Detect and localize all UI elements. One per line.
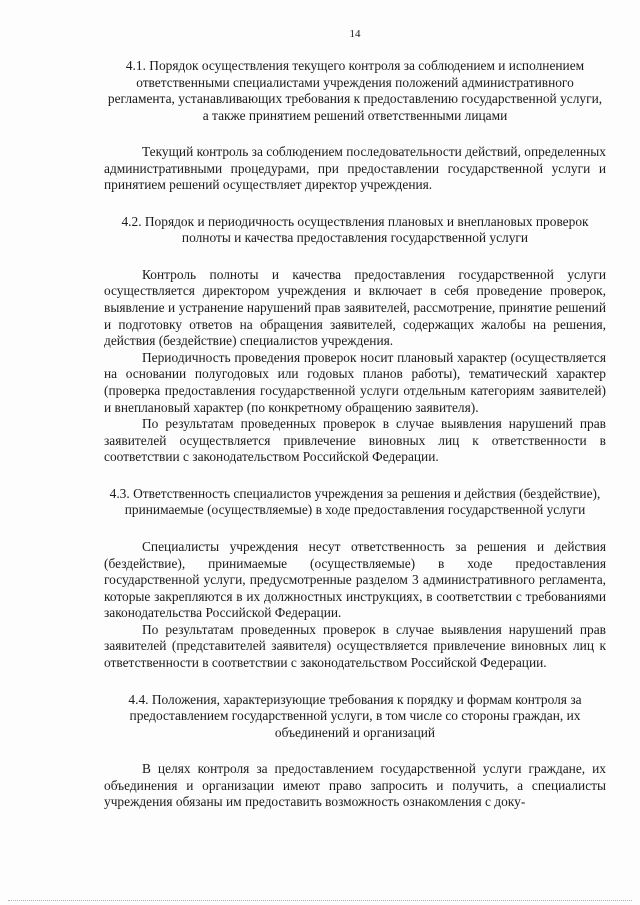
section-heading: 4.1. Порядок осуществления текущего контроля за соблюдением и исполнением ответственными специалистами учреждения положений административного регламента, устанавливающих требования к предоставлению государственной услуги, а также принятием решений ответственными лицами (107, 58, 603, 123)
section-heading: 4.4. Положения, характеризующие требования к порядку и формам контроля за предоставлением государственной услуги, в том числе со стороны граждан, их объединений и организаций (128, 691, 582, 740)
paragraph: Текущий контроль за соблюдением последовательности действий, определенных административными процедурами, при предоставлении государственной услуги и принятием решений осуществляет директор учреждения. (104, 144, 606, 193)
section-body (104, 267, 606, 466)
section-4-4 (104, 692, 606, 811)
paragraph: Специалисты учреждения несут ответственность за решения и действия (бездействие), принимаемые (осуществляемые) в ходе предоставления государственной услуги, предусмотренные разделом 3 административного регламента, которые закрепляются в их должностных инструкциях, в соответствии с требованиями законодательства Российской Федерации. (104, 538, 606, 621)
paragraph: По результатам проведенных проверок в случае выявления нарушений прав заявителей осуществляется привлечение виновных лиц к ответственности в соответствии с законодательством Российской Федерации. (104, 416, 606, 465)
page-number: 14 (349, 28, 361, 40)
section-4-1 (104, 58, 606, 194)
section-body (104, 539, 606, 672)
section-body (104, 761, 606, 811)
section-4-3 (104, 486, 606, 672)
section-heading: 4.2. Порядок и периодичность осуществления плановых и внеплановых проверок полноты и качества предоставления государственной услуги (121, 213, 589, 246)
section-heading: 4.3. Ответственность специалистов учреждения за решения и действия (бездействие), принимаемые (осуществляемые) в ходе предоставления государственной услуги (109, 485, 601, 518)
paragraph: В целях контроля за предоставлением государственной услуги граждане, их объединения и организации имеют право запросить и получить, а специалисты учреждения обязаны им предоставить возможность ознакомления с доку- (104, 761, 606, 810)
paragraph: Периодичность проведения проверок носит плановый характер (осуществляется на основании полугодовых или годовых планов работы), тематический характер (проверка предоставления государственной услуги отдельным категориям заявителей) и внеплановый характер (по конкретному обращению заявителя). (104, 349, 606, 415)
paragraph: Контроль полноты и качества предоставления государственной услуги осуществляется директором учреждения и включает в себя проведение проверок, выявление и устранение нарушений прав заявителей, рассмотрение, принятие решений и подготовку ответов на обращения заявителей, содержащих жалобы на решения, действия (бездействие) специалистов учреждения. (104, 266, 606, 349)
bottom-scan-rule (8, 900, 632, 901)
section-body (104, 144, 606, 194)
paragraph: По результатам проведенных проверок в случае выявления нарушений прав заявителей (представителей заявителя) осуществляется привлечение виновных лиц к ответственности в соответствии с законодательством Российской Федерации. (104, 621, 606, 671)
section-4-2 (104, 214, 606, 466)
